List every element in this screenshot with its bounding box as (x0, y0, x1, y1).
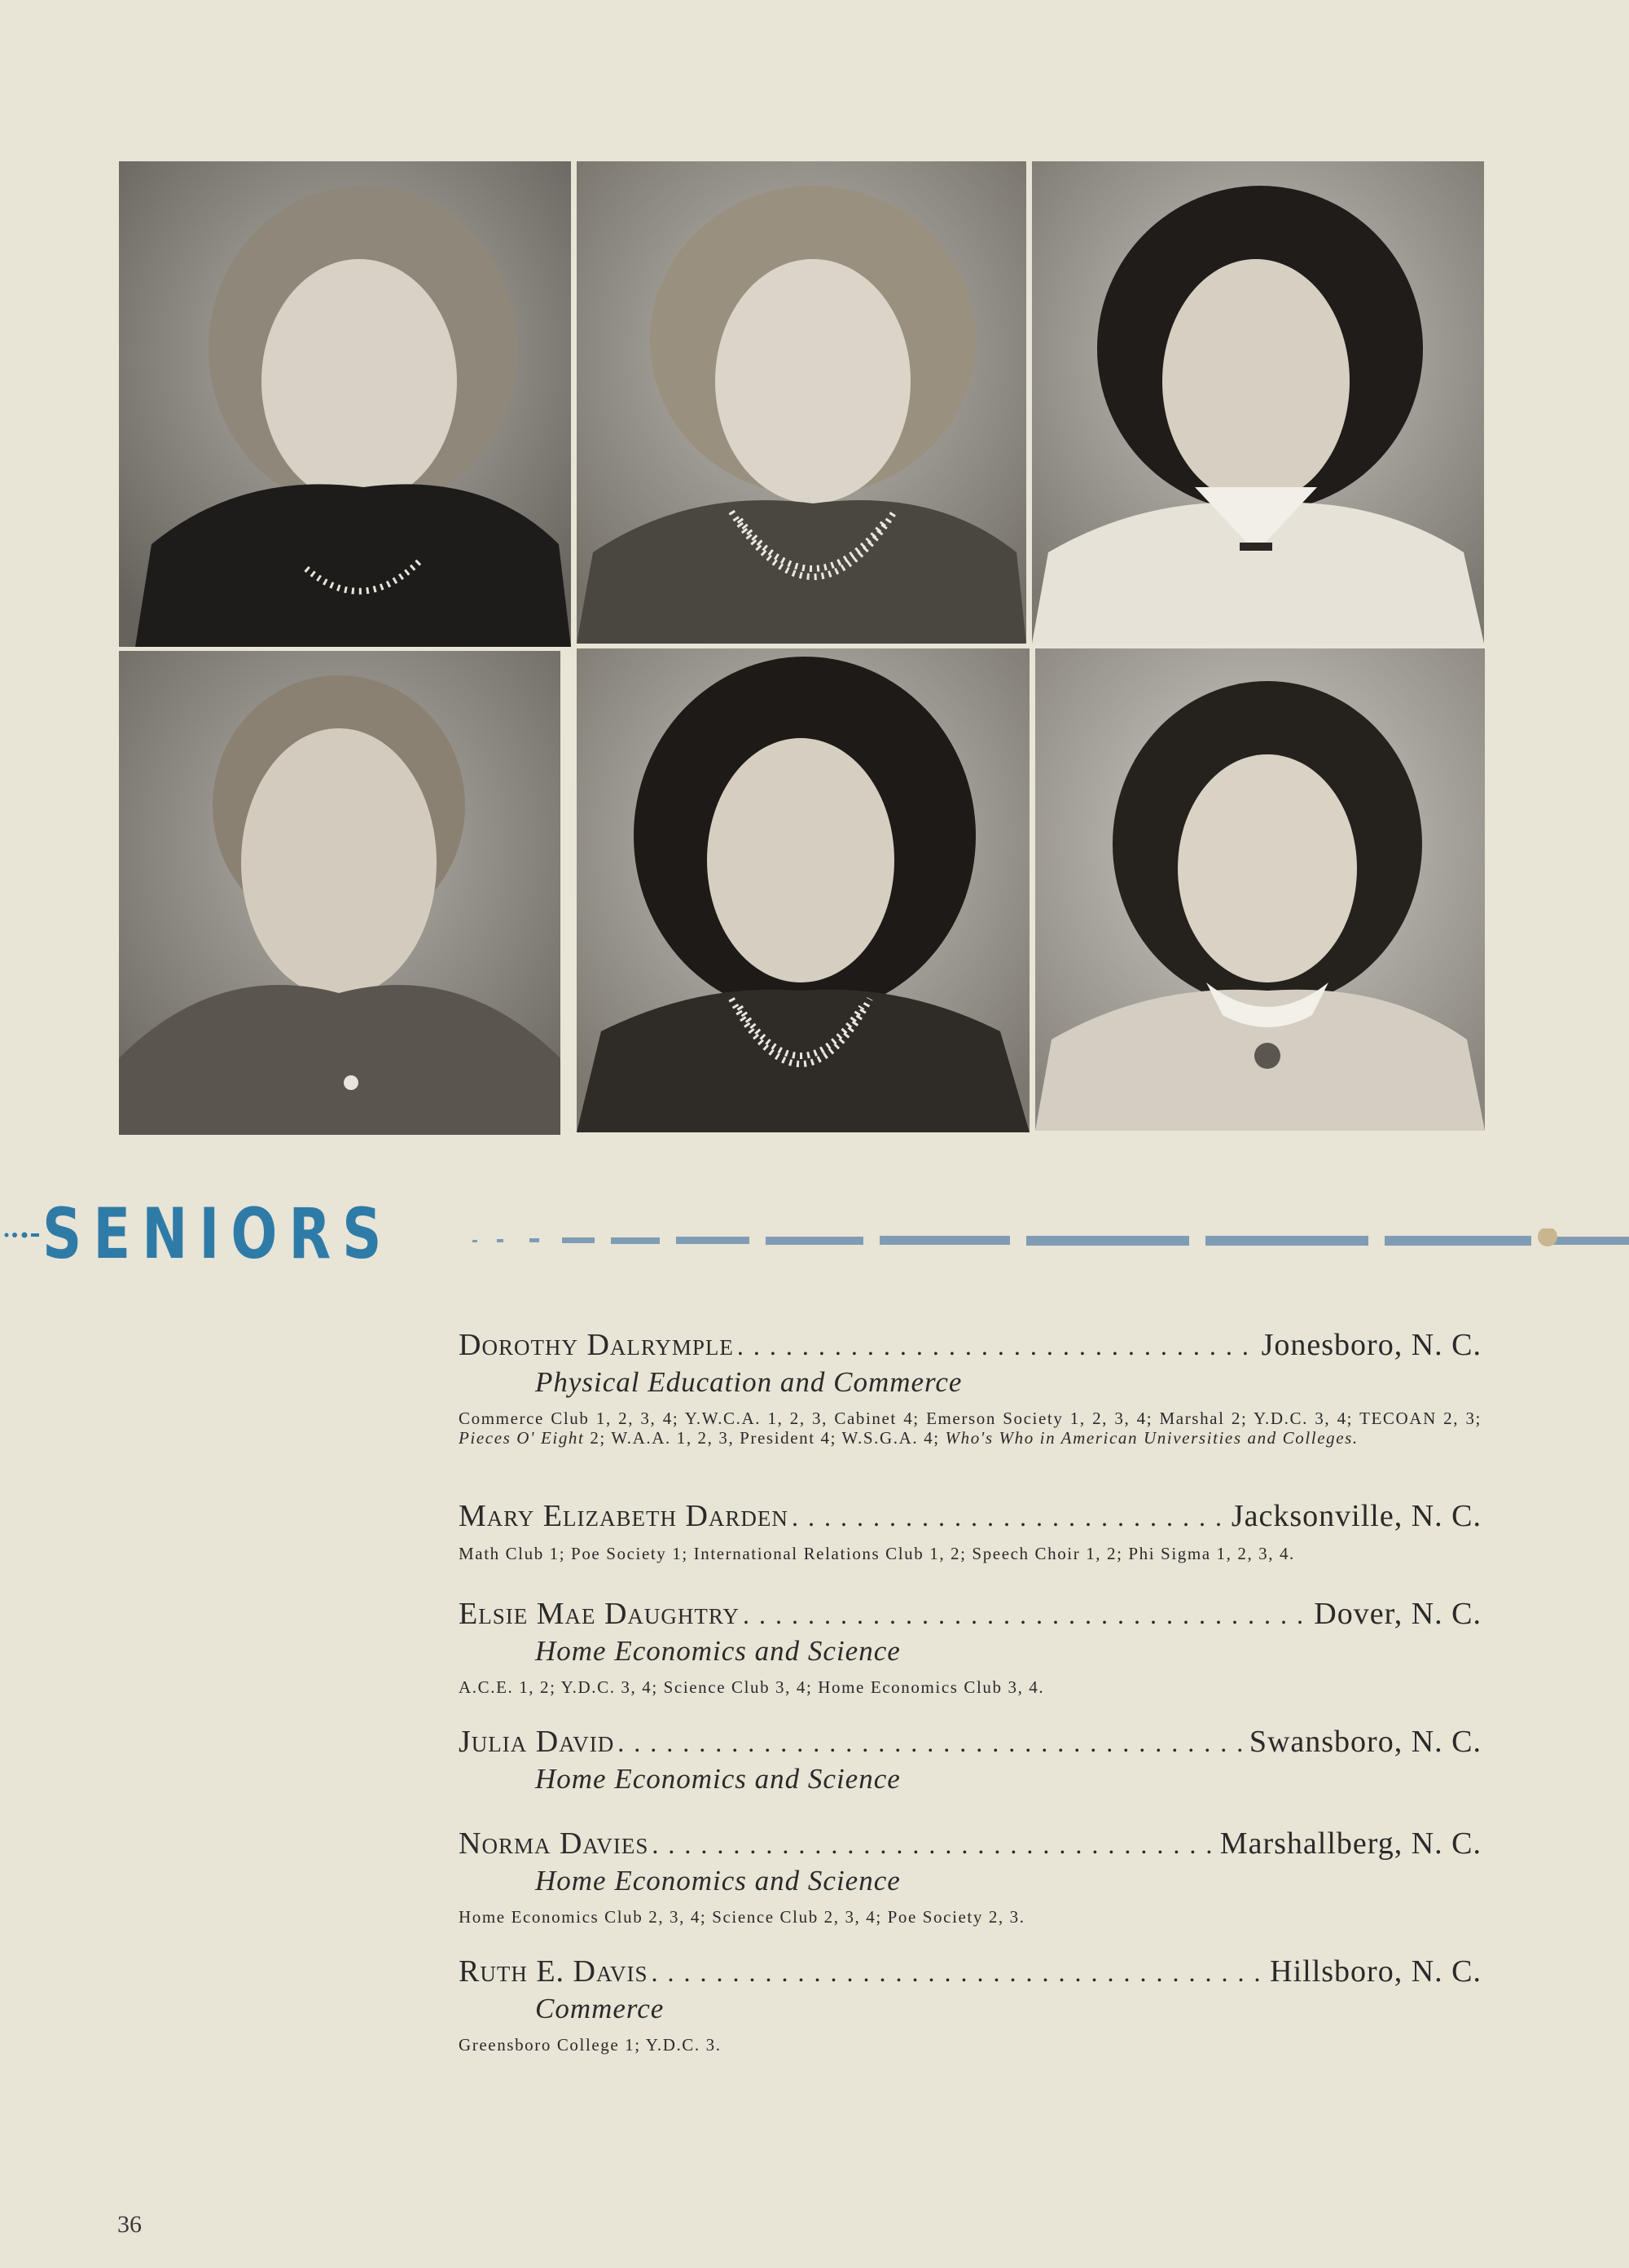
major: Physical Education and Commerce (535, 1366, 963, 1398)
senior-name: Norma Davies (459, 1826, 649, 1861)
portrait-4 (119, 651, 560, 1135)
senior-entry (459, 1723, 1482, 1797)
heading-ornament-left (3, 1230, 39, 1240)
major: Home Economics and Science (535, 1865, 901, 1897)
hometown: Swansboro, N. C. (1249, 1725, 1482, 1759)
hometown: Jonesboro, N. C. (1261, 1328, 1482, 1362)
hometown: Dover, N. C. (1314, 1597, 1482, 1631)
senior-name: Ruth E. Davis (459, 1954, 648, 1989)
portrait-5 (577, 648, 1030, 1132)
senior-entry (459, 1953, 1482, 2055)
leader-dots (652, 1954, 1267, 1991)
activities: Home Economics Club 2, 3, 4; Science Club 2, 3, 4; Poe Society 2, 3. (459, 1907, 1025, 1927)
section-heading: SENIORS (42, 1193, 393, 1275)
senior-entry (459, 1497, 1482, 1563)
senior-entry (459, 1326, 1482, 1448)
major: Home Economics and Science (535, 1763, 901, 1795)
senior-entry (459, 1825, 1482, 1927)
senior-entry (459, 1595, 1482, 1697)
portrait-6 (1035, 648, 1485, 1131)
portrait-2 (577, 161, 1026, 644)
major: Commerce (535, 1993, 665, 2024)
page-number: 36 (117, 2211, 142, 2238)
hometown: Jacksonville, N. C. (1231, 1499, 1482, 1533)
entry-header (459, 1497, 1482, 1536)
entry-header (459, 1326, 1482, 1365)
major: Home Economics and Science (535, 1635, 901, 1667)
leader-dots (652, 1826, 1216, 1863)
entry-header (459, 1953, 1482, 1991)
leader-dots (737, 1327, 1258, 1365)
portrait-3 (1032, 161, 1484, 644)
hometown: Marshallberg, N. C. (1219, 1826, 1482, 1861)
activities: Math Club 1; Poe Society 1; International Relations Club 1, 2; Speech Choir 1, 2; Phi Sigma 1, 2, 3, 4. (459, 1544, 1295, 1563)
leader-dots (792, 1498, 1228, 1536)
activities: Greensboro College 1; Y.D.C. 3. (459, 2035, 722, 2055)
activities: A.C.E. 1, 2; Y.D.C. 3, 4; Science Club 3, 4; Home Economics Club 3, 4. (459, 1677, 1045, 1697)
senior-name: Mary Elizabeth Darden (459, 1499, 788, 1533)
portrait-1 (119, 161, 571, 647)
senior-name: Elsie Mae Daughtry (459, 1597, 740, 1631)
hometown: Hillsboro, N. C. (1270, 1954, 1482, 1989)
activities: Commerce Club 1, 2, 3, 4; Y.W.C.A. 1, 2, 3, Cabinet 4; Emerson Society 1, 2, 3, 4; Marshal 2; Y.D.C. 3, 4; TECOAN 2, 3; Pieces O' Eight 2; W.A.A. 1, 2, 3, President 4; W.S.G.A. 4; Who's Who in American Universities and Colleges. (459, 1409, 1482, 1448)
entry-header (459, 1723, 1482, 1761)
leader-dots (743, 1596, 1311, 1633)
entry-header (459, 1825, 1482, 1863)
senior-name: Dorothy Dalrymple (459, 1328, 734, 1362)
heading-decorative-rule (472, 1228, 1629, 1253)
senior-name: Julia David (459, 1725, 615, 1759)
entry-header (459, 1595, 1482, 1633)
leader-dots (617, 1724, 1246, 1761)
